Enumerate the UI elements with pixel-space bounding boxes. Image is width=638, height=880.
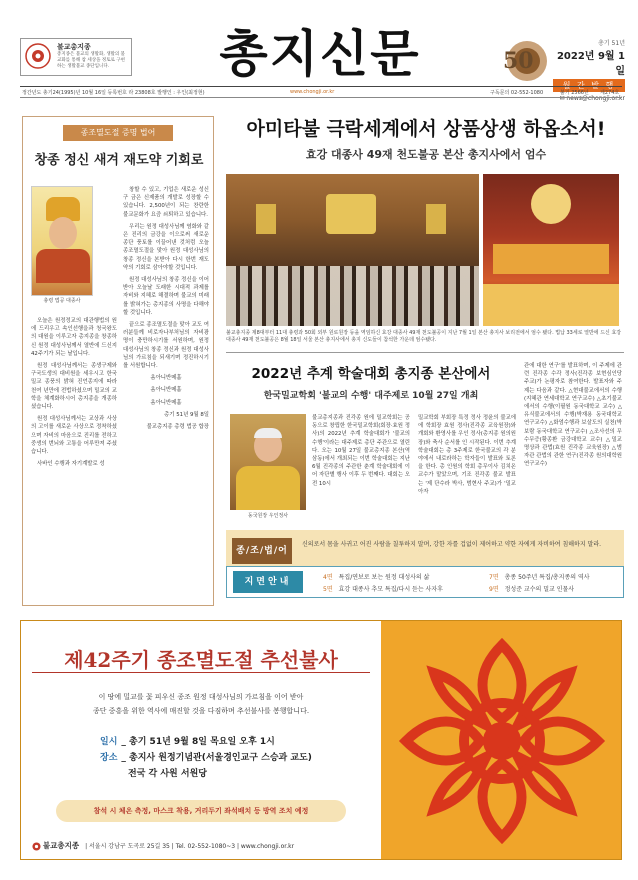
portrait-caption: 총령 법공 대종사 bbox=[43, 298, 81, 304]
ad-line-1: 이 땅에 밀교를 꽃 피우신 종조 원정 대성사님의 가르침을 이어 받아 bbox=[98, 693, 304, 701]
ad-safety-note: 참석 시 체온 측정, 마스크 착용, 거리두기 좌석배치 등 방역 조치 예정 bbox=[56, 800, 346, 822]
lotus-emblem-icon bbox=[381, 621, 622, 860]
info-bar bbox=[20, 86, 622, 98]
ceremony-photo bbox=[226, 174, 479, 326]
divider bbox=[226, 352, 624, 353]
toc-item[interactable]: 5면 효강 대종사 추모 특집/다시 듣는 사자후 bbox=[323, 586, 443, 593]
ad-line-2: 종단 중흥을 위한 역사에 매진할 것을 다짐하며 추선불사를 봉행합니다. bbox=[92, 707, 310, 715]
registration-text: 정간년도 총기24(1995)년 10월 16일 등록번호 라 23808호 발행인 : 우인(최정현) bbox=[22, 90, 205, 96]
org-name: 불교총지종 bbox=[57, 43, 91, 51]
dharma-talk-column bbox=[22, 116, 214, 606]
issue-date: 2022년 9월 1일 bbox=[556, 51, 625, 77]
banner-label: 종/조/법/어 bbox=[232, 538, 292, 564]
ad-text-panel bbox=[22, 622, 380, 860]
toc-item[interactable]: 9면 정성준 교수의 밀교 인물사 bbox=[489, 586, 575, 593]
frequency-badge: 월 간 발 행 bbox=[553, 79, 625, 92]
main-headline: 아미타불 극락세계에서 상품상생 하옵소서! bbox=[246, 118, 606, 140]
emblem-number: 50 bbox=[503, 48, 534, 74]
website-link[interactable]: www.chongji.or.kr bbox=[290, 89, 335, 95]
edition-label: 총기 51년 bbox=[598, 40, 625, 47]
org-logo-icon bbox=[25, 43, 51, 69]
ad-date-row: 일시 _ 총기 51년 9월 8일 목요일 오후 1시 bbox=[100, 737, 275, 747]
toc-item[interactable]: 7면 총종 50주년 특집/총지종의 역사 bbox=[489, 574, 590, 581]
buddhist-year: 불기 2566년 bbox=[560, 90, 589, 96]
email-link[interactable]: ✉ news@chongji.or.kr bbox=[559, 95, 625, 102]
altar-photo bbox=[483, 174, 619, 326]
ad-footer: 불교총지종 | 서울시 강남구 도곡로 25길 35 | Tel. 02-552-1080~3 | www.chongji.or.kr bbox=[32, 840, 376, 851]
org-intro-box bbox=[20, 38, 132, 76]
memorial-ceremony-ad bbox=[20, 620, 622, 860]
banner-text: 신의로서 몸을 사귀고 어진 사람을 칠투하지 말며, 강한 자를 겁없이 제어하고 약한 자에게 자비하여 침해하지 말라. bbox=[302, 541, 602, 548]
issue-number: 제274호 bbox=[600, 90, 620, 96]
toc-item[interactable]: 4면 특집/연보로 보는 원정 대성사의 삶 bbox=[323, 574, 430, 581]
column-text-2: 창할 수 있고, 기업은 새로운 성신구 금은 신제품의 개발로 성장할 수 있습니다. 2,500년이 되는 찬란한 불교문화가 요즘 쇠퇴하고 있습니다. 우리는 원정 대성사님께 염화와 같은 진리의 금강을 이으로써 새로운 종단 풍토를 이끌어낸 것처럼 오늘 종조멸도절을 맞아 원정 대성사님의 창종 정신을 본받아 다시 한번 재도약의 기회로 삼아야할 것입니다. 원정 대성사님의 창종 정신을 이어받아 오늘날 도래한 시대적 과제를 자비와 지혜로 해결하며 불교의 미래를 밝혀가는 총지종의 사명을 다해야 할 것입니다. 끝으로 종조멸도절을 맞아 교도 여러분들께 비로자나부처님의 자비광명이 충만하시기를 서원하며, 원정 대성사님의 창종 정신과 원정 대성사님의 가르침을 되새기며 정진하시기를 서원합니다. 옴아니반메훔 옴아니반메훔 옴아니반메훔 총기 51년 9월 8일 불교총지종 총령 법공 합장 bbox=[123, 187, 209, 431]
phone-text: 구독문의 02-552-1080 bbox=[490, 90, 544, 96]
main-subhead: 효강 대종사 49재 천도불공 본산 총지사에서 엄수 bbox=[305, 148, 547, 161]
anniversary-emblem-icon bbox=[497, 38, 549, 84]
seminar-title: 2022년 추계 학술대회 총지종 본산에서 bbox=[251, 366, 491, 382]
seminar-photo-caption: 동국원장 우인정사 bbox=[247, 513, 289, 519]
monk-portrait bbox=[31, 186, 93, 296]
column-header: 종조멸도절 증명 법어 bbox=[63, 125, 173, 141]
seminar-text-2: 밀교학회 부회장 특정 정사 정윤의 불교에 에 학회장 효원 정사(진각종 교육원장)와 개회와 환영사를 우인 정사(총지종 원의원장)와 축사 순서를 인 시작된다. 이번 추계 학술대회는 총 3주제로 한국불교의 각 분야에서 내로라하는 학자들이 발표와 토론을 한다. 총 인원의 학회 총무이사 김치온 교수가 맡았으며, 기조 진각종 불교 발표는 '제 단수라 박사, 범현사 주교)가 '밀교 아자 bbox=[418, 415, 516, 495]
ad-title: 제42주기 종조멸도절 추선불사 bbox=[64, 648, 338, 672]
photo-caption: 불교총지종 제8대부터 11대 총령과 50회 외부 원로원장 등을 역임하신 효강 대종사 49재 천도불공이 지난 7월 1일 본산 총지사 보리전에서 엄수 됐다. 법납 33세로 열반에 드신 효강 대종사 49재 천도불공은 8월 18일 서울 본산 총지사에서 총지 신도들이 참석한 가운데 엄수됐다. bbox=[226, 330, 622, 343]
ad-place-row-2: 전국 각 사원 서원당 bbox=[128, 769, 207, 779]
newspaper-title: 총지신문 bbox=[219, 24, 421, 83]
column-text-1: 오늘은 원정정교의 대관행법의 원에 드리우고 속인선행을과 청국왕도의 대원을 이루고자 총지종을 창종하신 원정 대성사님께서 열반에 드신지 42주기가 되는 날입니다. 원정 대성사님께서는 종생구제와 구국도생의 대비원을 세우시고 한국 밀교 종풍의 밝혀 진언종지에 따라 천여 년만에 전법하셨으며 밀교의 교학을 체계화하시어 총지종을 개종하셨습니다. 원정 대성사님께서는 교상과 사상의 고이를 새로운 사상으로 정착하셨으며 자비의 마음으로 진리를 전하고 중생의 번뇌와 고통을 어루만져 주셨습니다. 사바인 수행과 자기계발로 성 bbox=[31, 318, 117, 468]
table-of-contents bbox=[226, 566, 624, 598]
seminar-text-1: 불교총지종과 진각종 원에 밀교학회는 공동으로 창립한 한국밀교학회(회장·효원 정사)의 2022년 추계 학술대회가 '불교의 수행'이라는 대주제로 총단 주관으로 열린다. 오는 10월 27일 불교총지종 본산(역삼동)에서 개최되는 이번 학술대회는 지난 6월 진각종의 주관한 춘계 학술대회에 이어 자단별 행사 이후 두 번째다. 대회는 오전 10시 bbox=[312, 415, 410, 487]
footer-website-link[interactable]: www.chongji.or.kr bbox=[240, 843, 295, 850]
ad-divider bbox=[32, 672, 370, 673]
lotus-emblem-panel bbox=[381, 621, 622, 860]
seminar-text-3: 관에 대한 연구'를 발표하며, 이 주제에 관련 진각종 수각 정사(진각종 보현심인당 주교)가 논평자로 참여한다. 발표자와 주제는 다음과 같다. △현대불교에서의 수행(지혜관 연세대학교 연구교수) △초기불교에서의 수행(이필원 동국대학교 교수) △유식불교에서의 수행(박재용 동국대학교 연구교수) △화엄수행과 보살도의 실천(박보람 동국대학교 연구교수) △조사선의 무수무증(황종환 금강대학교 교수) △밀교 명상과 관법(효원 진각종 교육원장) △범자관 관법의 관한 연구(진각종 원의대학원 연구교수) bbox=[524, 363, 622, 468]
column-title: 창종 정신 새겨 재도약 기회로 bbox=[34, 153, 204, 168]
seminar-portrait bbox=[230, 414, 306, 510]
footer-logo-icon bbox=[32, 842, 41, 851]
toc-label: 지면안내 bbox=[233, 571, 303, 593]
ad-place-row: 장소 _ 총지사 원정기념관(서울경인교구 스승과 교도) bbox=[100, 753, 312, 763]
org-desc: 총지종은 불교의 생활화, 생활의 불교화를 통해 참 세상을 정토로 구현하는 생활불교 종단입니다. bbox=[57, 52, 126, 69]
seminar-subtitle: 한국밀교학회 '불교의 수행' 대주제로 10월 27일 개최 bbox=[263, 391, 479, 401]
